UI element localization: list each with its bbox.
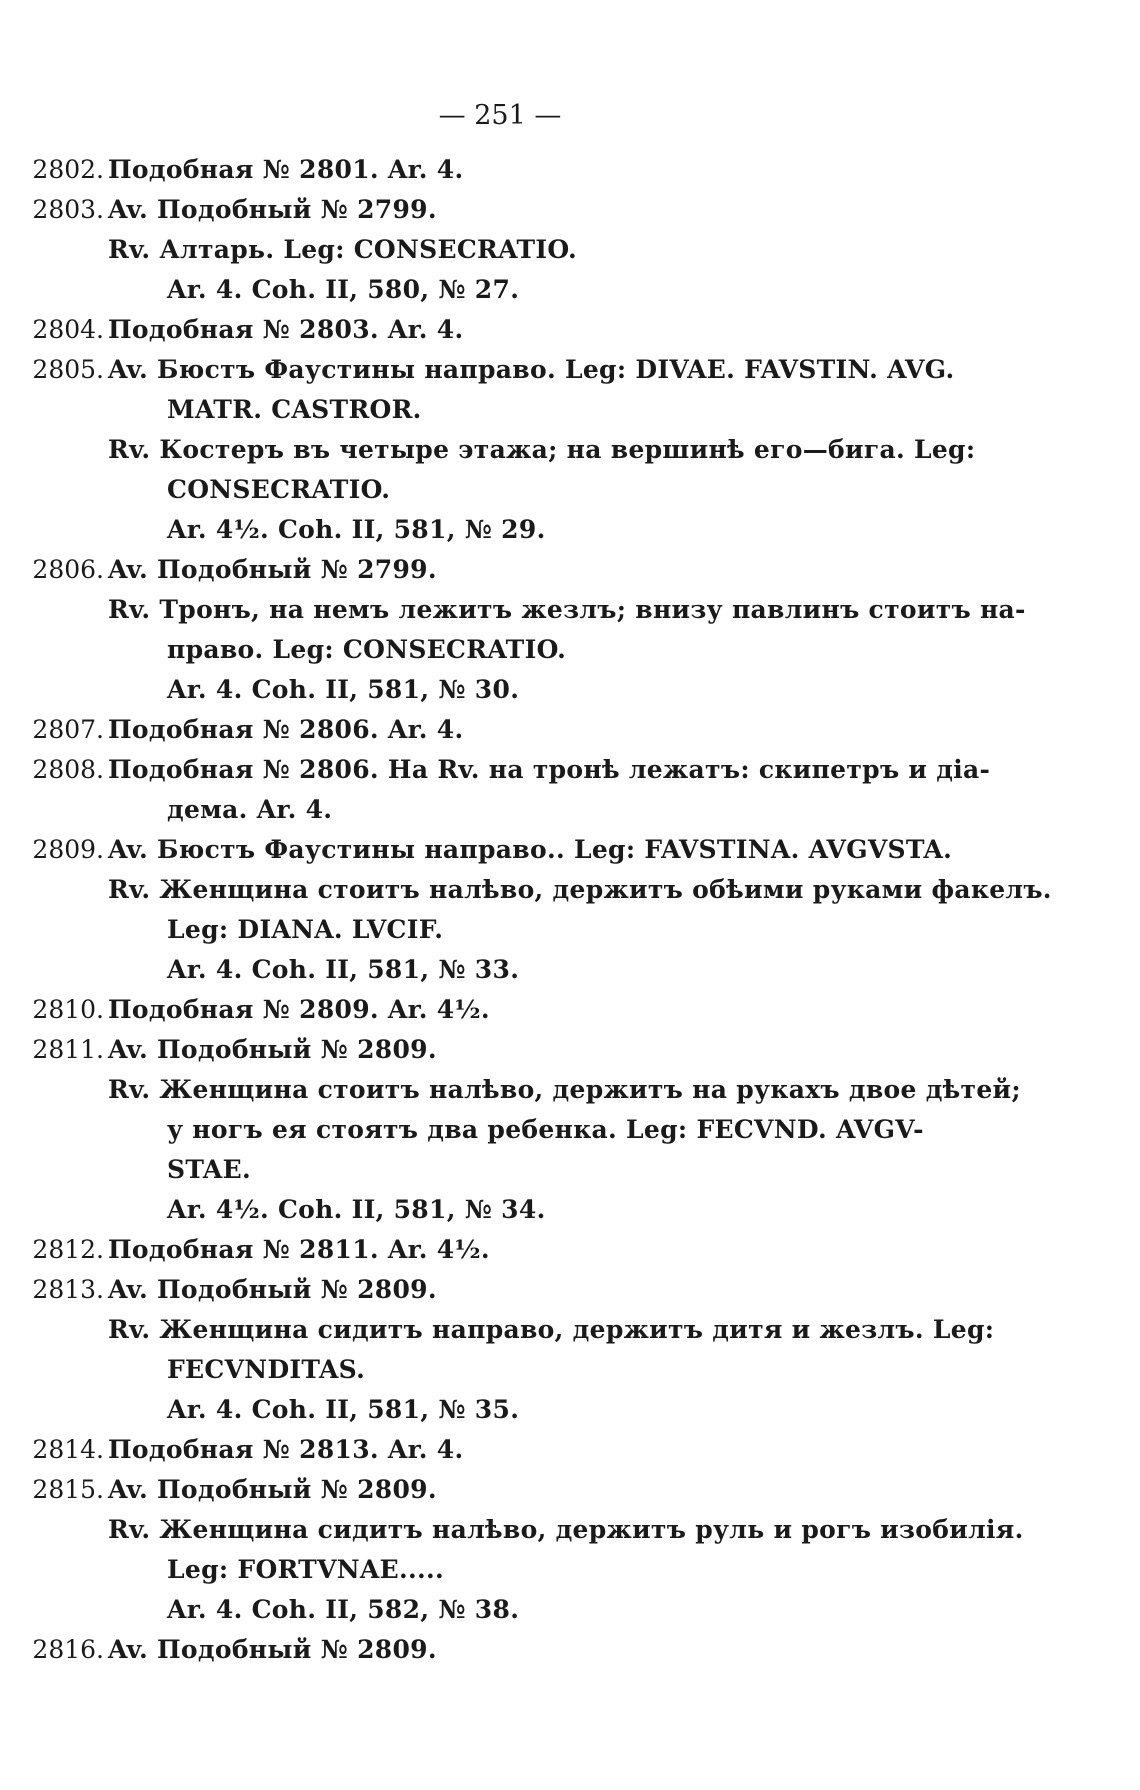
entry-text: Leg: FORTVNAE..... <box>167 1555 444 1584</box>
entry-text: Rv. Тронъ, на немъ лежитъ жезлъ; внизу павлинъ стоитъ на- <box>108 595 1026 624</box>
entry-text: Av. Бюстъ Фаустины направо. Leg: DIVAE. FAVSTIN. AVG. <box>108 355 955 384</box>
entry-text: Ar. 4. Coh. II, 580, № 27. <box>167 275 520 304</box>
entry-line <box>30 630 980 670</box>
entry-number: 2806. <box>32 555 104 584</box>
entry-line <box>30 590 1026 630</box>
entry-line <box>30 870 1052 910</box>
entry-line <box>30 950 980 990</box>
entry-text: Ar. 4. Coh. II, 581, № 33. <box>167 955 520 984</box>
entry-number: 2813. <box>32 1275 104 1304</box>
catalog-entries <box>30 150 1052 1670</box>
entry-line <box>30 1150 980 1190</box>
entry-2809 <box>30 830 980 870</box>
entry-text: MATR. CASTROR. <box>167 395 422 424</box>
entry-line <box>30 1550 980 1590</box>
entry-line <box>30 1350 980 1390</box>
entry-2810 <box>30 990 980 1030</box>
entry-number: 2804. <box>32 315 104 344</box>
entry-2812 <box>30 1230 980 1270</box>
entry-line <box>30 390 980 430</box>
entry-text: Ar. 4½. Coh. II, 581, № 34. <box>167 1195 546 1224</box>
entry-line <box>30 1110 980 1150</box>
entry-line <box>30 1390 980 1430</box>
entry-2816 <box>30 1630 980 1670</box>
entry-text: Rv. Женщина стоитъ налѣво, держитъ на рукахъ двое дѣтей; <box>108 1075 1021 1104</box>
entry-number: 2811. <box>32 1035 104 1064</box>
entry-text: Rv. Женщина сидитъ направо, держитъ дитя и жезлъ. Leg: <box>108 1315 995 1344</box>
entry-number: 2809. <box>32 835 104 864</box>
entry-number: 2816. <box>32 1635 104 1664</box>
entry-text: STAE. <box>167 1155 251 1184</box>
entry-text: Av. Подобный № 2809. <box>108 1635 437 1664</box>
entry-line <box>30 1310 995 1350</box>
entry-number: 2803. <box>32 195 104 224</box>
entry-text: Подобная № 2811. Ar. 4½. <box>108 1235 490 1264</box>
entry-number: 2802. <box>32 155 104 184</box>
entry-line <box>30 670 980 710</box>
entry-text: Rv. Костеръ въ четыре этажа; на вершинѣ его—бига. Leg: <box>108 435 976 464</box>
entry-line <box>30 1190 980 1230</box>
entry-2806 <box>30 550 980 590</box>
entry-number: 2815. <box>32 1475 104 1504</box>
entry-2815 <box>30 1470 980 1510</box>
entry-2814 <box>30 1430 980 1470</box>
entry-line <box>30 1510 1024 1550</box>
entry-text: Ar. 4. Coh. II, 581, № 35. <box>167 1395 520 1424</box>
entry-text: Rv. Женщина стоитъ налѣво, держитъ обѣими руками факелъ. <box>108 875 1052 904</box>
entry-text: Подобная № 2809. Ar. 4½. <box>108 995 490 1024</box>
page-number: — 251 — <box>438 100 562 131</box>
entry-text: Ar. 4. Coh. II, 582, № 38. <box>167 1595 520 1624</box>
entry-text: FECVNDITAS. <box>167 1355 366 1384</box>
entry-text: Ar. 4. Coh. II, 581, № 30. <box>167 675 520 704</box>
entry-2811 <box>30 1030 980 1070</box>
entry-text: Подобная № 2806. На Rv. на тронѣ лежатъ: скипетръ и діа- <box>108 755 991 784</box>
entry-text: у ногъ ея стоятъ два ребенка. Leg: FECVND. AVGV- <box>167 1115 924 1144</box>
entry-2808 <box>30 750 991 790</box>
entry-text: Rv. Женщина сидитъ налѣво, держитъ руль и рогъ изобилія. <box>108 1515 1024 1544</box>
entry-text: Av. Подобный № 2809. <box>108 1275 437 1304</box>
entry-number: 2805. <box>32 355 104 384</box>
entry-line <box>30 1590 980 1630</box>
entry-text: CONSECRATIO. <box>167 475 391 504</box>
entry-line <box>30 470 980 510</box>
entry-2802 <box>30 150 980 190</box>
entry-text: Подобная № 2813. Ar. 4. <box>108 1435 464 1464</box>
entry-line <box>30 510 980 550</box>
entry-line <box>30 910 980 950</box>
entry-text: Rv. Алтарь. Leg: CONSECRATIO. <box>108 235 577 264</box>
entry-line <box>30 1070 1021 1110</box>
entry-text: Av. Подобный № 2799. <box>108 555 437 584</box>
entry-text: Подобная № 2806. Ar. 4. <box>108 715 464 744</box>
entry-line <box>30 790 980 830</box>
entry-text: право. Leg: CONSECRATIO. <box>167 635 567 664</box>
entry-number: 2807. <box>32 715 104 744</box>
entry-number: 2808. <box>32 755 104 784</box>
entry-number: 2814. <box>32 1435 104 1464</box>
entry-text: Ar. 4½. Coh. II, 581, № 29. <box>167 515 546 544</box>
entry-text: Av. Бюстъ Фаустины направо.. Leg: FAVSTINA. AVGVSTA. <box>108 835 953 864</box>
entry-text: дема. Ar. 4. <box>167 795 333 824</box>
entry-2804 <box>30 310 980 350</box>
entry-number: 2810. <box>32 995 104 1024</box>
entry-2803 <box>30 190 980 230</box>
entry-line <box>30 230 980 270</box>
entry-text: Подобная № 2803. Ar. 4. <box>108 315 464 344</box>
entry-2807 <box>30 710 980 750</box>
entry-text: Av. Подобный № 2809. <box>108 1035 437 1064</box>
entry-2813 <box>30 1270 980 1310</box>
entry-text: Leg: DIANA. LVCIF. <box>167 915 444 944</box>
entry-2805 <box>30 350 980 390</box>
entry-text: Подобная № 2801. Ar. 4. <box>108 155 464 184</box>
entry-number: 2812. <box>32 1235 104 1264</box>
entry-text: Av. Подобный № 2799. <box>108 195 437 224</box>
entry-line <box>30 270 980 310</box>
entry-text: Av. Подобный № 2809. <box>108 1475 437 1504</box>
entry-line <box>30 430 980 470</box>
